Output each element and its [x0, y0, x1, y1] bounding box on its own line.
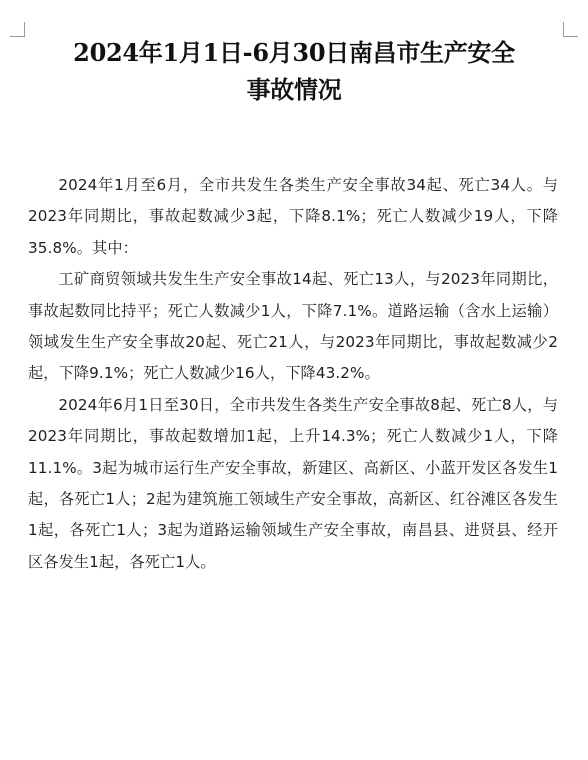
title-line-1: 2024年1月1日-6月30日南昌市生产安全: [73, 38, 515, 67]
title-line-2: 事故情况: [246, 75, 342, 104]
paragraph-june-details: 2024年6月1日至30日，全市共发生各类生产安全事故8起、死亡8人，与2023年同期比，事故起数增加1起，上升14.3%；死亡人数减少1人，下降11.1%。3起为城市运行生产安全事故，新建区、高新区、小蓝开发区各发生1起，各死亡1人；2起为建筑施工领域生产安全事故，高新区、红谷滩区各发生1起，各死亡1人；3起为道路运输领域生产安全事故，南昌县、进贤县、经开区各发生1起，各死亡1人。: [28, 395, 558, 571]
paragraph-sector-breakdown: 工矿商贸领域共发生生产安全事故14起、死亡13人，与2023年同期比，事故起数同比持平；死亡人数减少1人，下降7.1%。道路运输（含水上运输）领域发生生产安全事故20起、死亡21人，与2023年同期比，事故起数减少2起，下降9.1%；死亡人数减少16人，下降43.2%。: [28, 270, 558, 383]
document-body: [28, 170, 558, 578]
paragraph-summary: 2024年1月至6月，全市共发生各类生产安全事故34起、死亡34人。与2023年同期比，事故起数减少3起，下降8.1%；死亡人数减少19人，下降35.8%。其中：: [28, 176, 558, 257]
document-title: [0, 34, 588, 108]
